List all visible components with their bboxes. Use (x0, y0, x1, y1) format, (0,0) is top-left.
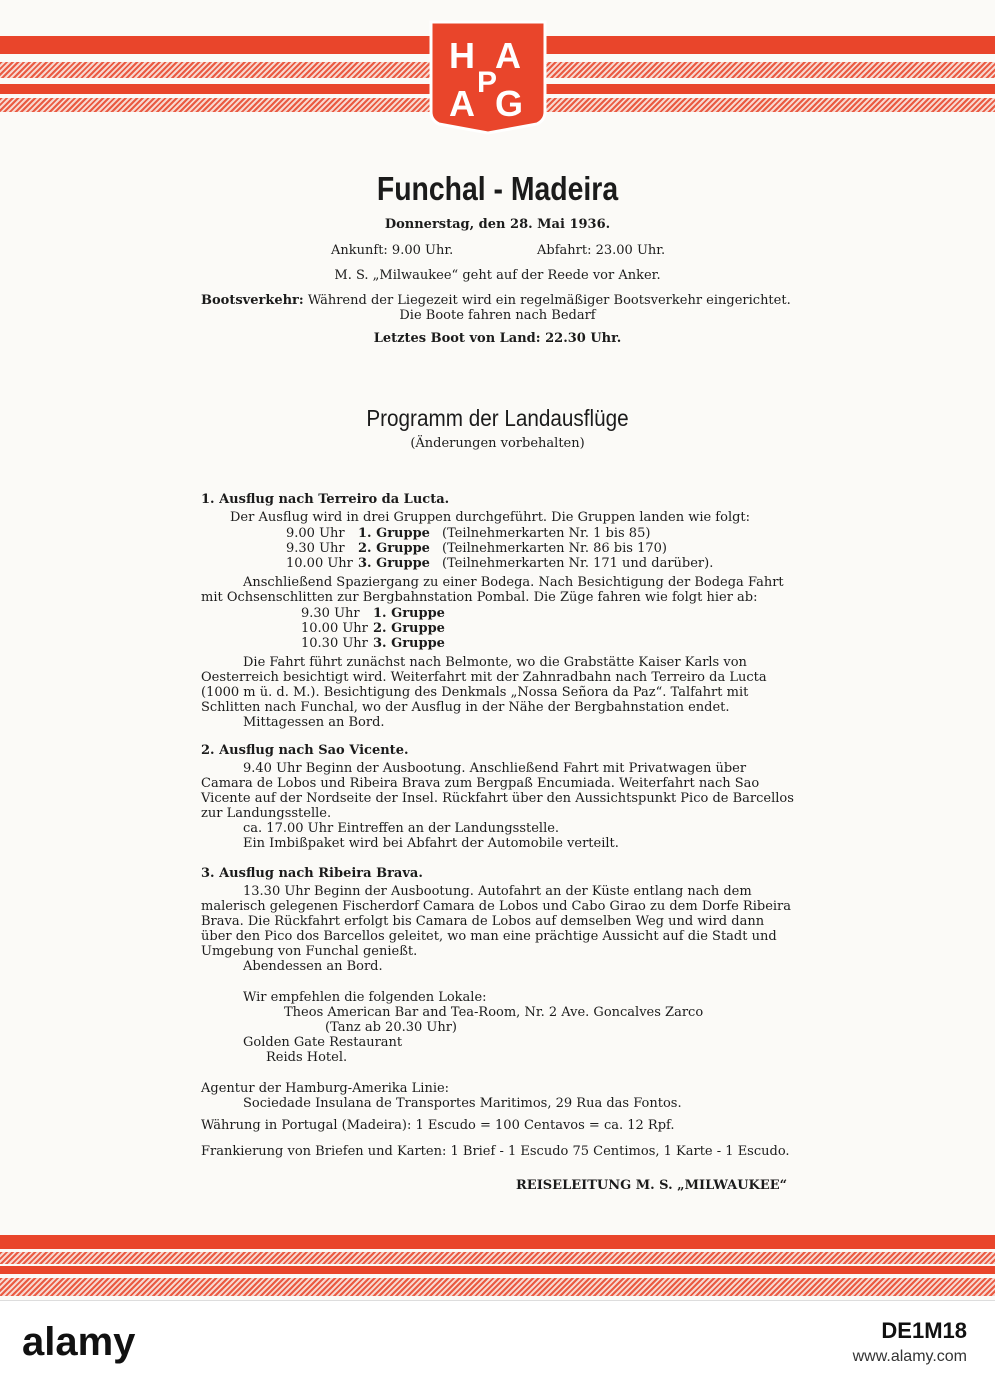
stock-brand-logo: alamy (22, 1320, 136, 1364)
excursion-3-para-3: Brava. Die Rückfahrt erfolgt bis Camara de Lobos auf demselben Weg und wird dann (201, 914, 765, 929)
excursion-3-para-4: über den Pico dos Barcellos geleitet, wo man eine prächtige Aussicht auf die Stadt und (201, 929, 777, 944)
excursion-3-para-6: Abendessen an Bord. (243, 959, 383, 974)
postage-line: Frankierung von Briefen und Karten: 1 Brief - 1 Escudo 75 Centimos, 1 Karte - 1 Escudo. (201, 1144, 790, 1159)
stock-url: www.alamy.com (852, 1348, 967, 1365)
landing-note-1: (Teilnehmerkarten Nr. 1 bis 85) (442, 526, 651, 541)
svg-text:A: A (449, 83, 475, 124)
excursion-1-intro: Der Ausflug wird in drei Gruppen durchgeführt. Die Gruppen landen wie folgt: (230, 510, 751, 525)
bottom-hatched-band-2 (0, 1278, 995, 1296)
landing-group-1: 1. Gruppe (358, 526, 430, 541)
excursion-3-para-5: Umgebung von Funchal genießt. (201, 944, 418, 959)
landing-time-2: 9.30 Uhr (286, 541, 345, 556)
last-boat-line: Letztes Boot von Land: 22.30 Uhr. (373, 331, 622, 346)
excursion-2-para-5: ca. 17.00 Uhr Eintreffen an der Landungsstelle. (243, 821, 560, 836)
boat-service-text: Während der Liegezeit wird ein regelmäßiger Bootsverkehr eingerichtet. (303, 293, 791, 308)
excursion-1-walk-2: mit Ochsenschlitten zur Bergbahnstation Pombal. Die Züge fahren wie folgt hier ab: (201, 590, 758, 605)
excursion-2-para-6: Ein Imbißpaket wird bei Abfahrt der Automobile verteilt. (243, 836, 619, 851)
svg-text:G: G (495, 83, 524, 124)
train-group-1: 1. Gruppe (373, 606, 445, 621)
hapag-logo (429, 20, 547, 135)
program-subtitle: (Änderungen vorbehalten) (410, 436, 585, 451)
landing-note-2: (Teilnehmerkarten Nr. 86 bis 170) (442, 541, 667, 556)
stock-footer-bar (0, 1300, 995, 1391)
train-group-2: 2. Gruppe (373, 621, 445, 636)
recommend-intro: Wir empfehlen die folgenden Lokale: (243, 990, 487, 1005)
landing-time-1: 9.00 Uhr (286, 526, 345, 541)
recommend-golden-gate: Golden Gate Restaurant (243, 1035, 403, 1050)
excursion-2-para-1: 9.40 Uhr Beginn der Ausbootung. Anschließend Fahrt mit Privatwagen über (243, 761, 747, 776)
excursion-3-para-2: malerisch gelegenen Fischerdorf Camara de Lobos und Cabo Girao zu dem Dorfe Ribeira (201, 899, 792, 914)
agency-name: Sociedade Insulana de Transportes Maritimos, 29 Rua das Fontos. (243, 1096, 682, 1111)
boat-service-line (201, 293, 791, 308)
svg-text:P: P (477, 66, 498, 99)
anchor-line: M. S. „Milwaukee“ geht auf der Reede vor Anker. (334, 268, 661, 283)
landing-note-3: (Teilnehmerkarten Nr. 171 und darüber). (442, 556, 714, 571)
excursion-3-para-1: 13.30 Uhr Beginn der Ausbootung. Autofahrt an der Küste entlang nach dem (243, 884, 752, 899)
excursion-1-para-5: Mittagessen an Bord. (243, 715, 385, 730)
train-time-2: 10.00 Uhr (301, 621, 368, 636)
landing-time-3: 10.00 Uhr (286, 556, 353, 571)
excursion-2-heading: 2. Ausflug nach Sao Vicente. (201, 743, 409, 758)
excursion-2-para-4: zur Landungsstelle. (201, 806, 332, 821)
svg-text:A: A (495, 35, 521, 76)
bottom-hatched-band (0, 1252, 995, 1264)
landing-group-3: 3. Gruppe (358, 556, 430, 571)
departure-time: Abfahrt: 23.00 Uhr. (537, 243, 666, 258)
svg-text:H: H (449, 35, 475, 76)
date-line: Donnerstag, den 28. Mai 1936. (384, 217, 611, 232)
arrival-time: Ankunft: 9.00 Uhr. (331, 243, 454, 258)
bottom-red-band (0, 1235, 995, 1249)
train-group-3: 3. Gruppe (373, 636, 445, 651)
train-time-3: 10.30 Uhr (301, 636, 368, 651)
bottom-red-band-2 (0, 1266, 995, 1274)
excursion-1-para-1: Die Fahrt führt zunächst nach Belmonte, wo die Grabstätte Kaiser Karls von (243, 655, 747, 670)
agency-label: Agentur der Hamburg-Amerika Linie: (201, 1081, 450, 1096)
stock-image-code: DE1M18 (881, 1318, 967, 1343)
excursion-2-para-2: Camara de Lobos und Ribeira Brava zum Bergpaß Encumiada. Weiterfahrt nach Sao (201, 776, 760, 791)
recommend-theos: Theos American Bar and Tea-Room, Nr. 2 Ave. Goncalves Zarco (284, 1005, 704, 1020)
train-time-1: 9.30 Uhr (301, 606, 360, 621)
excursion-1-heading: 1. Ausflug nach Terreiro da Lucta. (201, 492, 450, 507)
recommend-theos-note: (Tanz ab 20.30 Uhr) (325, 1020, 458, 1035)
excursion-1-para-4: Schlitten nach Funchal, wo der Ausflug in der Nähe der Bergbahnstation endet. (201, 700, 730, 715)
recommend-reids: Reids Hotel. (266, 1050, 348, 1065)
excursion-1-walk-1: Anschließend Spaziergang zu einer Bodega. Nach Besichtigung der Bodega Fahrt (243, 575, 784, 590)
program-title: Programm der Landausflüge (366, 405, 629, 431)
excursion-1-para-2: Oesterreich besichtigt wird. Weiterfahrt mit der Zahnradbahn nach Terreiro da Lucta (201, 670, 767, 685)
excursion-1-para-3: (1000 m ü. d. M.). Besichtigung des Denkmals „Nossa Señora da Paz“. Talfahrt mit (201, 685, 749, 700)
excursion-2-para-3: Vicente auf der Nordseite der Insel. Rückfahrt über den Aussichtspunkt Pico de Barcellos (201, 791, 794, 806)
currency-line: Währung in Portugal (Madeira): 1 Escudo = 100 Centavos = ca. 12 Rpf. (201, 1118, 675, 1133)
excursion-3-heading: 3. Ausflug nach Ribeira Brava. (201, 866, 423, 881)
page-title: Funchal - Madeira (376, 170, 619, 207)
tour-signature: REISELEITUNG M. S. „MILWAUKEE“ (516, 1178, 788, 1193)
boat-service-label: Bootsverkehr: (201, 293, 304, 308)
landing-group-2: 2. Gruppe (358, 541, 430, 556)
boat-service-text-2: Die Boote fahren nach Bedarf (399, 308, 596, 323)
